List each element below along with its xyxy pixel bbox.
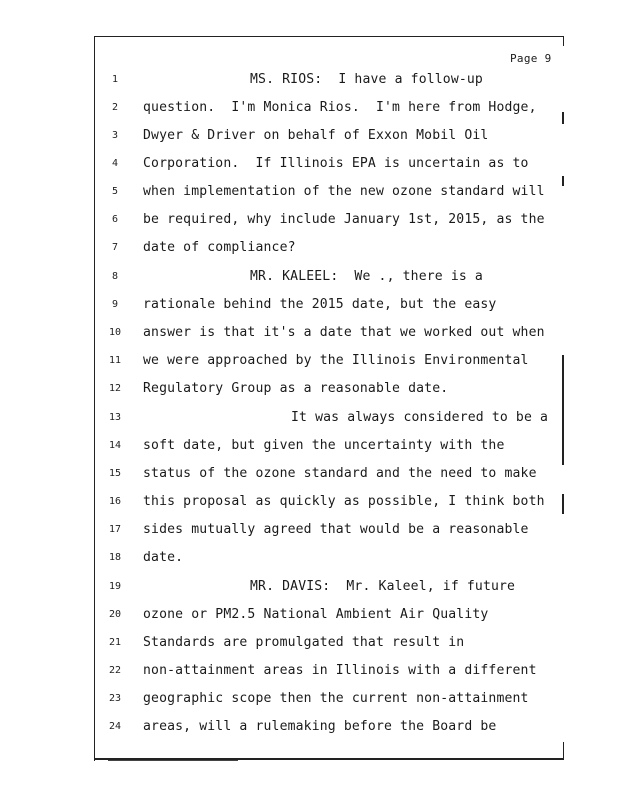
line-number: 18 bbox=[108, 552, 122, 563]
line-number: 19 bbox=[108, 581, 122, 592]
line-number: 2 bbox=[111, 102, 119, 113]
line-number: 13 bbox=[108, 412, 122, 423]
line-text: date of compliance? bbox=[143, 240, 296, 255]
line-number: 10 bbox=[108, 327, 122, 338]
line-number: 24 bbox=[108, 721, 122, 732]
line-text: sides mutually agreed that would be a reasonable bbox=[143, 522, 529, 537]
transcript-line bbox=[0, 379, 619, 407]
line-number: 11 bbox=[108, 355, 122, 366]
transcript-line bbox=[0, 577, 619, 605]
line-text: status of the ozone standard and the need to make bbox=[143, 466, 537, 481]
line-text: answer is that it's a date that we worked out when bbox=[143, 325, 545, 340]
transcript-line bbox=[0, 126, 619, 154]
transcript-line bbox=[0, 520, 619, 548]
line-number: 6 bbox=[111, 214, 119, 225]
line-number: 17 bbox=[108, 524, 122, 535]
line-text: Standards are promulgated that result in bbox=[143, 635, 465, 650]
line-number: 14 bbox=[108, 440, 122, 451]
transcript-line bbox=[0, 548, 619, 576]
transcript-line bbox=[0, 70, 619, 98]
line-number: 8 bbox=[111, 271, 119, 282]
line-text: rationale behind the 2015 date, but the easy bbox=[143, 297, 497, 312]
transcript-line bbox=[0, 98, 619, 126]
transcript-line bbox=[0, 633, 619, 661]
line-text: be required, why include January 1st, 2015, as the bbox=[143, 212, 545, 227]
line-number: 1 bbox=[111, 74, 119, 85]
line-text: geographic scope then the current non-attainment bbox=[143, 691, 529, 706]
line-text: MS. RIOS: I have a follow-up bbox=[250, 72, 483, 87]
page-number: Page 9 bbox=[510, 52, 552, 65]
transcript-line bbox=[0, 267, 619, 295]
transcript-line bbox=[0, 295, 619, 323]
line-text: we were approached by the Illinois Environmental bbox=[143, 353, 529, 368]
line-number: 5 bbox=[111, 186, 119, 197]
line-text: date. bbox=[143, 550, 184, 565]
transcript-line bbox=[0, 605, 619, 633]
transcript-line bbox=[0, 689, 619, 717]
line-text: this proposal as quickly as possible, I think both bbox=[143, 494, 545, 509]
line-number: 16 bbox=[108, 496, 122, 507]
line-number: 3 bbox=[111, 130, 119, 141]
line-text: non-attainment areas in Illinois with a different bbox=[143, 663, 537, 678]
line-number: 23 bbox=[108, 693, 122, 704]
line-text: areas, will a rulemaking before the Board be bbox=[143, 719, 497, 734]
line-number: 20 bbox=[108, 609, 122, 620]
transcript-line bbox=[0, 351, 619, 379]
line-text: when implementation of the new ozone standard will bbox=[143, 184, 545, 199]
transcript-line bbox=[0, 492, 619, 520]
transcript-line bbox=[0, 436, 619, 464]
line-text: question. I'm Monica Rios. I'm here from Hodge, bbox=[143, 100, 537, 115]
transcript-line bbox=[0, 210, 619, 238]
line-number: 15 bbox=[108, 468, 122, 479]
transcript-line bbox=[0, 717, 619, 745]
line-text: Corporation. If Illinois EPA is uncertain as to bbox=[143, 156, 529, 171]
line-number: 12 bbox=[108, 383, 122, 394]
line-text: Regulatory Group as a reasonable date. bbox=[143, 381, 449, 396]
page-border-bottom-underline bbox=[108, 760, 238, 761]
transcript-line bbox=[0, 182, 619, 210]
line-number: 22 bbox=[108, 665, 122, 676]
transcript-line bbox=[0, 323, 619, 351]
transcript-line bbox=[0, 238, 619, 266]
line-text: MR. KALEEL: We ., there is a bbox=[250, 269, 483, 284]
line-text: It was always considered to be a bbox=[291, 410, 549, 425]
line-text: soft date, but given the uncertainty with the bbox=[143, 438, 505, 453]
line-number: 9 bbox=[111, 299, 119, 310]
page-border-right-top bbox=[563, 36, 564, 46]
transcript-line bbox=[0, 154, 619, 182]
transcript-line bbox=[0, 661, 619, 689]
transcript-line bbox=[0, 464, 619, 492]
transcript-line bbox=[0, 408, 619, 436]
line-text: ozone or PM2.5 National Ambient Air Quality bbox=[143, 607, 489, 622]
line-number: 7 bbox=[111, 242, 119, 253]
line-number: 21 bbox=[108, 637, 122, 648]
line-text: Dwyer & Driver on behalf of Exxon Mobil Oil bbox=[143, 128, 489, 143]
line-number: 4 bbox=[111, 158, 119, 169]
line-text: MR. DAVIS: Mr. Kaleel, if future bbox=[250, 579, 516, 594]
